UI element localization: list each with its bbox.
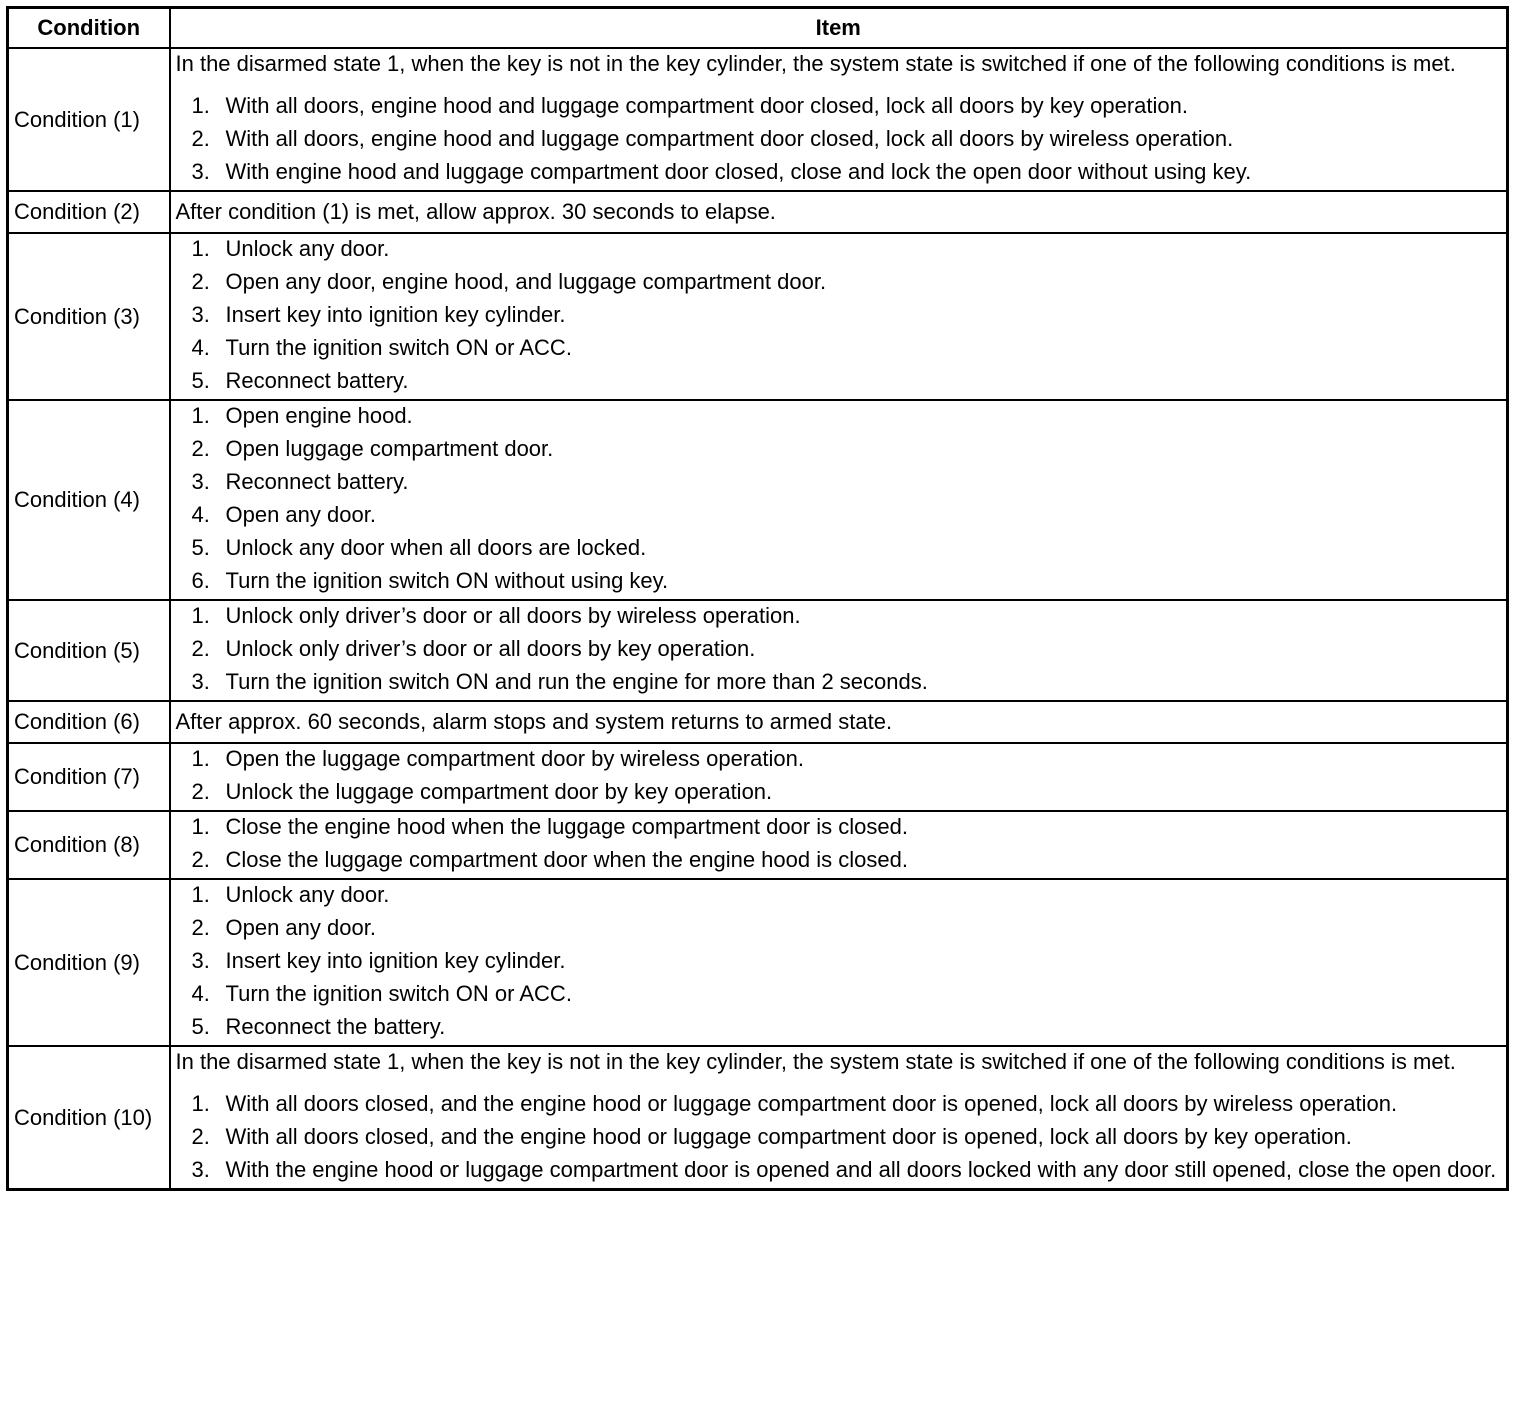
step-number: 5. bbox=[191, 535, 210, 560]
step-text: Reconnect battery. bbox=[225, 469, 409, 494]
step-text: With all doors, engine hood and luggage compartment door closed, lock all doors by key operation. bbox=[225, 93, 1188, 118]
step-text: Turn the ignition switch ON or ACC. bbox=[225, 335, 572, 360]
list-item bbox=[176, 979, 1502, 1009]
list-item bbox=[176, 845, 1502, 875]
condition-label: Condition (8) bbox=[8, 811, 170, 879]
table-row bbox=[8, 191, 1508, 233]
condition-label: Condition (5) bbox=[8, 600, 170, 701]
list-item bbox=[176, 267, 1502, 297]
conditions-table bbox=[6, 6, 1509, 1191]
item-intro: In the disarmed state 1, when the key is not in the key cylinder, the system state is switched if one of the following conditions is met. bbox=[175, 1049, 1456, 1074]
condition-item bbox=[170, 743, 1508, 811]
step-text: Close the luggage compartment door when the engine hood is closed. bbox=[225, 847, 908, 872]
step-text: Reconnect battery. bbox=[225, 368, 409, 393]
condition-item bbox=[170, 48, 1508, 191]
condition-item bbox=[170, 600, 1508, 701]
step-number: 1. bbox=[191, 236, 210, 261]
step-number: 6. bbox=[191, 568, 210, 593]
step-list bbox=[176, 1089, 1502, 1185]
step-text: Open any door. bbox=[225, 502, 376, 527]
header-condition: Condition bbox=[8, 8, 170, 49]
step-text: Insert key into ignition key cylinder. bbox=[225, 302, 566, 327]
step-number: 3. bbox=[191, 1157, 210, 1182]
step-number: 5. bbox=[191, 368, 210, 393]
step-text: Unlock the luggage compartment door by key operation. bbox=[225, 779, 773, 804]
step-text: Reconnect the battery. bbox=[225, 1014, 446, 1039]
table-row bbox=[8, 233, 1508, 400]
document-page bbox=[6, 6, 1506, 1191]
step-text: With engine hood and luggage compartment door closed, close and lock the open door without using key. bbox=[225, 159, 1252, 184]
list-item bbox=[176, 1012, 1502, 1042]
step-text: With the engine hood or luggage compartment door is opened and all doors locked with any door still opened, close the open door. bbox=[225, 1157, 1497, 1182]
list-item bbox=[176, 366, 1502, 396]
step-number: 1. bbox=[191, 746, 210, 771]
step-text: Open luggage compartment door. bbox=[225, 436, 554, 461]
condition-label: Condition (6) bbox=[8, 701, 170, 743]
header-item: Item bbox=[170, 8, 1508, 49]
step-text: Insert key into ignition key cylinder. bbox=[225, 948, 566, 973]
step-text: Open any door. bbox=[225, 915, 376, 940]
step-number: 3. bbox=[191, 948, 210, 973]
step-number: 1. bbox=[191, 882, 210, 907]
step-number: 3. bbox=[191, 159, 210, 184]
list-item bbox=[176, 1122, 1502, 1152]
condition-item bbox=[170, 879, 1508, 1046]
item-text: After condition (1) is met, allow approx. 30 seconds to elapse. bbox=[175, 199, 776, 224]
step-list bbox=[176, 91, 1502, 187]
list-item bbox=[176, 880, 1502, 910]
condition-label: Condition (9) bbox=[8, 879, 170, 1046]
step-text: Close the engine hood when the luggage compartment door is closed. bbox=[225, 814, 908, 839]
condition-label: Condition (7) bbox=[8, 743, 170, 811]
step-number: 4. bbox=[191, 335, 210, 360]
condition-item bbox=[170, 1046, 1508, 1190]
list-item bbox=[176, 601, 1502, 631]
step-number: 2. bbox=[191, 847, 210, 872]
condition-item bbox=[170, 701, 1508, 743]
step-text: Unlock any door when all doors are locked. bbox=[225, 535, 647, 560]
step-number: 2. bbox=[191, 269, 210, 294]
condition-label: Condition (4) bbox=[8, 400, 170, 600]
list-item bbox=[176, 667, 1502, 697]
step-number: 1. bbox=[191, 93, 210, 118]
step-text: Unlock any door. bbox=[225, 882, 390, 907]
list-item bbox=[176, 744, 1502, 774]
condition-item bbox=[170, 811, 1508, 879]
item-text: After approx. 60 seconds, alarm stops and system returns to armed state. bbox=[175, 709, 893, 734]
table-row bbox=[8, 400, 1508, 600]
list-item bbox=[176, 401, 1502, 431]
condition-label: Condition (2) bbox=[8, 191, 170, 233]
step-number: 2. bbox=[191, 1124, 210, 1149]
condition-label: Condition (1) bbox=[8, 48, 170, 191]
list-item bbox=[176, 234, 1502, 264]
step-number: 3. bbox=[191, 469, 210, 494]
step-list bbox=[176, 744, 1502, 807]
step-number: 3. bbox=[191, 669, 210, 694]
list-item bbox=[176, 124, 1502, 154]
list-item bbox=[176, 777, 1502, 807]
step-text: Open any door, engine hood, and luggage compartment door. bbox=[225, 269, 827, 294]
condition-item bbox=[170, 191, 1508, 233]
step-text: Turn the ignition switch ON and run the engine for more than 2 seconds. bbox=[225, 669, 928, 694]
table-row bbox=[8, 811, 1508, 879]
list-item bbox=[176, 1089, 1502, 1119]
step-text: Turn the ignition switch ON without using key. bbox=[225, 568, 669, 593]
step-list bbox=[176, 401, 1502, 596]
table-row bbox=[8, 48, 1508, 191]
list-item bbox=[176, 1155, 1502, 1185]
step-list bbox=[176, 812, 1502, 875]
step-number: 1. bbox=[191, 403, 210, 428]
step-number: 2. bbox=[191, 915, 210, 940]
table-row bbox=[8, 600, 1508, 701]
item-intro: In the disarmed state 1, when the key is not in the key cylinder, the system state is switched if one of the following conditions is met. bbox=[175, 51, 1456, 76]
step-text: Turn the ignition switch ON or ACC. bbox=[225, 981, 572, 1006]
step-text: With all doors, engine hood and luggage compartment door closed, lock all doors by wireless operation. bbox=[225, 126, 1234, 151]
step-text: With all doors closed, and the engine hood or luggage compartment door is opened, lock all doors by key operation. bbox=[225, 1124, 1352, 1149]
list-item bbox=[176, 434, 1502, 464]
step-number: 5. bbox=[191, 1014, 210, 1039]
step-text: With all doors closed, and the engine hood or luggage compartment door is opened, lock all doors by wireless operation. bbox=[225, 1091, 1398, 1116]
table-header-row bbox=[8, 8, 1508, 49]
step-number: 1. bbox=[191, 1091, 210, 1116]
step-list bbox=[176, 601, 1502, 697]
step-number: 2. bbox=[191, 436, 210, 461]
step-text: Open engine hood. bbox=[225, 403, 413, 428]
step-text: Unlock any door. bbox=[225, 236, 390, 261]
step-text: Unlock only driver’s door or all doors by wireless operation. bbox=[225, 603, 801, 628]
table-row bbox=[8, 743, 1508, 811]
condition-item bbox=[170, 400, 1508, 600]
list-item bbox=[176, 946, 1502, 976]
list-item bbox=[176, 157, 1502, 187]
step-number: 2. bbox=[191, 126, 210, 151]
condition-label: Condition (10) bbox=[8, 1046, 170, 1190]
step-number: 3. bbox=[191, 302, 210, 327]
list-item bbox=[176, 333, 1502, 363]
list-item bbox=[176, 812, 1502, 842]
step-number: 1. bbox=[191, 814, 210, 839]
list-item bbox=[176, 91, 1502, 121]
list-item bbox=[176, 634, 1502, 664]
list-item bbox=[176, 533, 1502, 563]
list-item bbox=[176, 913, 1502, 943]
step-text: Unlock only driver’s door or all doors by key operation. bbox=[225, 636, 756, 661]
step-number: 4. bbox=[191, 981, 210, 1006]
step-text: Open the luggage compartment door by wireless operation. bbox=[225, 746, 804, 771]
step-list bbox=[176, 234, 1502, 396]
step-number: 2. bbox=[191, 779, 210, 804]
table-row bbox=[8, 1046, 1508, 1190]
condition-item bbox=[170, 233, 1508, 400]
step-list bbox=[176, 880, 1502, 1042]
list-item bbox=[176, 500, 1502, 530]
condition-label: Condition (3) bbox=[8, 233, 170, 400]
list-item bbox=[176, 467, 1502, 497]
step-number: 1. bbox=[191, 603, 210, 628]
step-number: 2. bbox=[191, 636, 210, 661]
list-item bbox=[176, 300, 1502, 330]
table-row bbox=[8, 701, 1508, 743]
step-number: 4. bbox=[191, 502, 210, 527]
list-item bbox=[176, 566, 1502, 596]
table-row bbox=[8, 879, 1508, 1046]
